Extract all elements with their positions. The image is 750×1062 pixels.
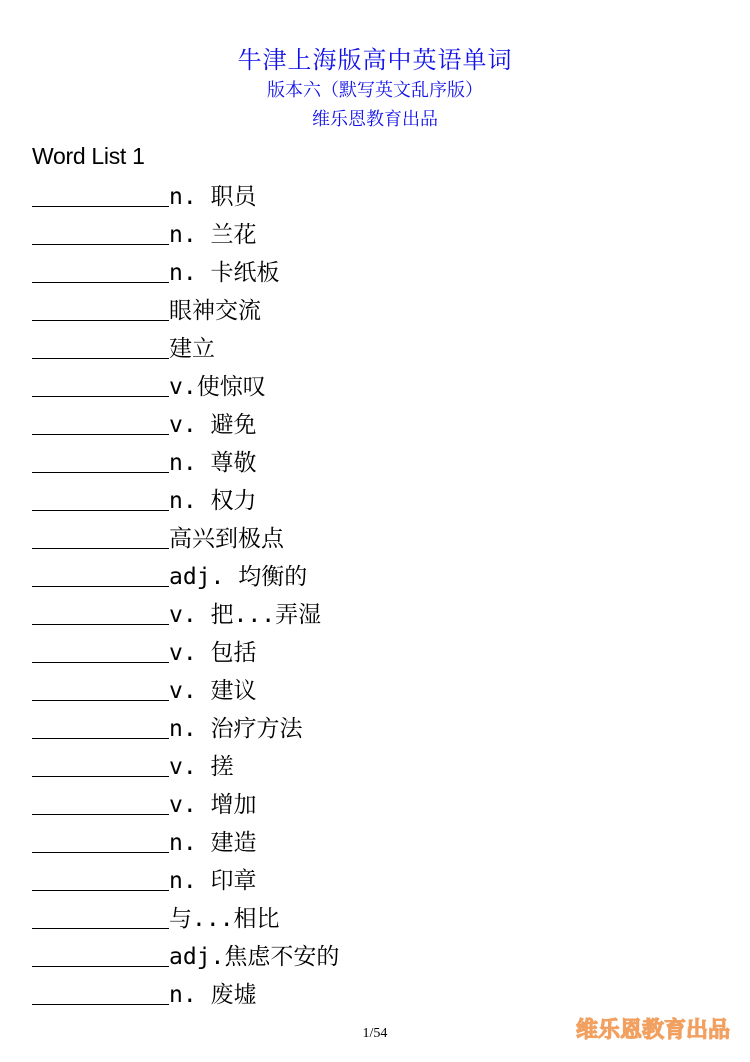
word-entry: [32, 366, 339, 404]
word-list: [32, 176, 339, 1012]
word-definition: v. 搓: [169, 754, 234, 780]
answer-blank: [32, 244, 169, 245]
answer-blank: [32, 586, 169, 587]
word-definition: n. 卡纸板: [169, 260, 280, 286]
answer-blank: [32, 396, 169, 397]
word-definition: n. 治疗方法: [169, 716, 303, 742]
word-definition: n. 职员: [169, 184, 257, 210]
word-entry: [32, 176, 339, 214]
answer-blank: [32, 624, 169, 625]
word-definition: n. 兰花: [169, 222, 257, 248]
answer-blank: [32, 510, 169, 511]
word-entry: [32, 936, 339, 974]
page-number: 1/54: [362, 1026, 388, 1041]
word-entry: [32, 480, 339, 518]
word-entry: [32, 404, 339, 442]
answer-blank: [32, 662, 169, 663]
word-definition: adj.焦虑不安的: [169, 944, 340, 970]
answer-blank: [32, 282, 169, 283]
word-entry: [32, 290, 339, 328]
answer-blank: [32, 472, 169, 473]
answer-blank: [32, 434, 169, 435]
word-definition: 眼神交流: [169, 298, 261, 324]
word-definition: n. 尊敬: [169, 450, 257, 476]
word-definition: adj. 均衡的: [169, 564, 308, 590]
answer-blank: [32, 1004, 169, 1005]
word-entry: [32, 898, 339, 936]
word-entry: [32, 670, 339, 708]
answer-blank: [32, 700, 169, 701]
word-definition: n. 建造: [169, 830, 257, 856]
word-definition: n. 印章: [169, 868, 257, 894]
answer-blank: [32, 548, 169, 549]
answer-blank: [32, 814, 169, 815]
answer-blank: [32, 738, 169, 739]
word-entry: [32, 632, 339, 670]
word-definition: v. 把...弄湿: [169, 602, 322, 628]
answer-blank: [32, 776, 169, 777]
answer-blank: [32, 966, 169, 967]
word-definition: n. 废墟: [169, 982, 257, 1008]
document-subtitle: 版本六（默写英文乱序版）: [267, 80, 483, 101]
word-entry: [32, 252, 339, 290]
word-entry: [32, 822, 339, 860]
word-definition: v. 避免: [169, 412, 257, 438]
word-entry: [32, 594, 339, 632]
word-entry: [32, 214, 339, 252]
answer-blank: [32, 890, 169, 891]
publisher-line: 维乐恩教育出品: [312, 109, 438, 130]
answer-blank: [32, 852, 169, 853]
answer-blank: [32, 320, 169, 321]
word-entry: [32, 442, 339, 480]
word-entry: [32, 708, 339, 746]
word-entry: [32, 556, 339, 594]
word-entry: [32, 518, 339, 556]
word-definition: v. 包括: [169, 640, 257, 666]
answer-blank: [32, 358, 169, 359]
word-definition: 建立: [169, 336, 215, 362]
word-definition: v.使惊叹: [169, 374, 266, 400]
answer-blank: [32, 928, 169, 929]
word-definition: v. 增加: [169, 792, 257, 818]
word-definition: 高兴到极点: [169, 526, 284, 552]
word-entry: [32, 746, 339, 784]
answer-blank: [32, 206, 169, 207]
word-entry: [32, 328, 339, 366]
word-entry: [32, 974, 339, 1012]
word-list-heading: Word List 1: [32, 143, 145, 169]
publisher-watermark: 维乐恩教育出品: [575, 1018, 730, 1043]
word-entry: [32, 784, 339, 822]
word-definition: n. 权力: [169, 488, 257, 514]
word-definition: 与...相比: [169, 906, 280, 932]
word-definition: v. 建议: [169, 678, 257, 704]
document-title: 牛津上海版高中英语单词: [237, 46, 513, 74]
word-entry: [32, 860, 339, 898]
